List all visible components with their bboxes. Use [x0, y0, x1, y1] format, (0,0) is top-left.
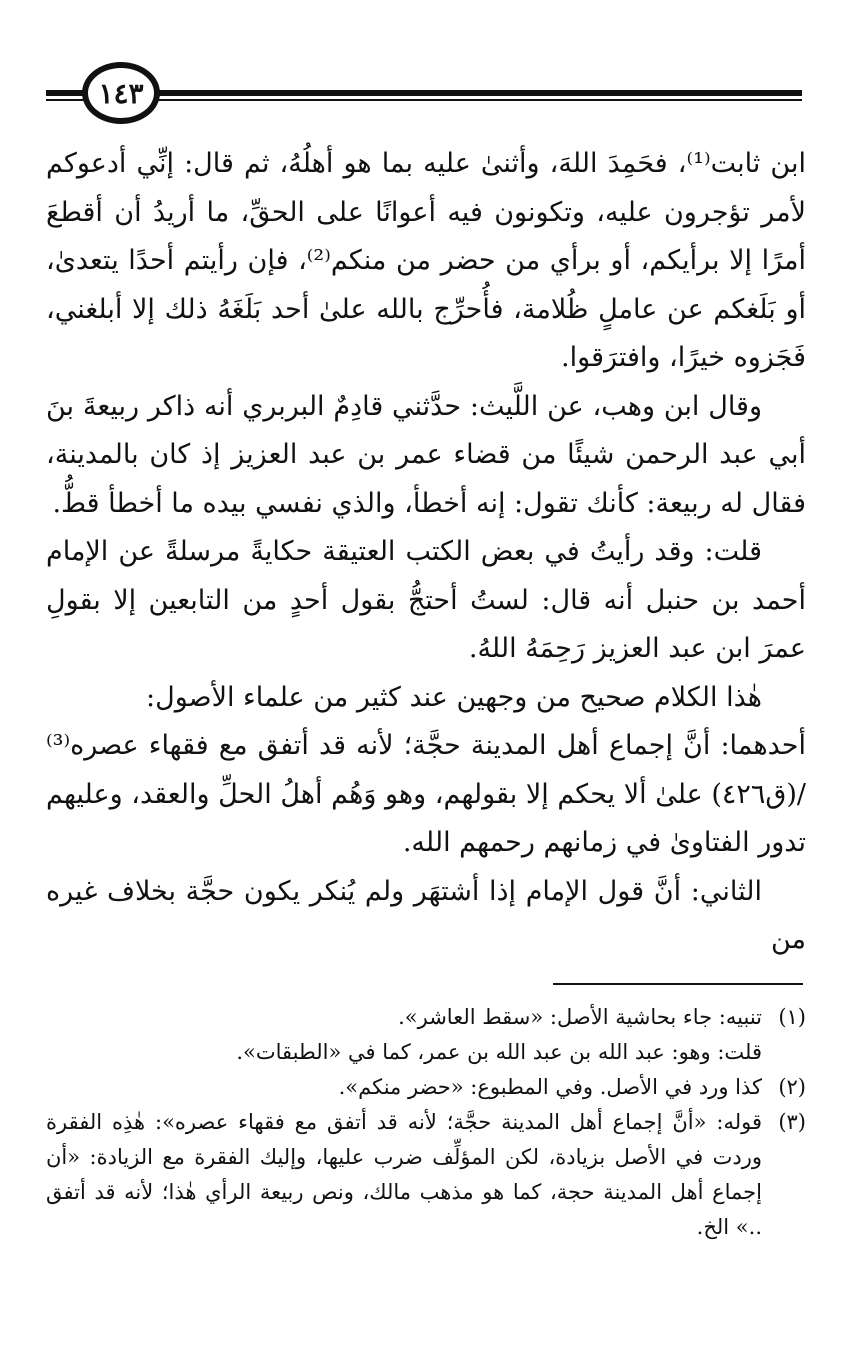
- paragraph: وقال ابن وهب، عن اللَّيث: حدَّثني قادِمٌ البربري أنه ذاكر ربيعةَ بنَ أبي عبد الرحمن شيئًا من قضاء عمر بن عبد العزيز إذ كان بالمدينة، فقال له ربيعة: كأنك تقول: إنه أخطأ، والذي نفسي بيده ما أخطأ قطُّ.: [46, 390, 806, 519]
- footnote-text: [46, 1105, 762, 1245]
- page-number: ١٤٣: [98, 76, 144, 110]
- footnote-line: كذا ورد في الأصل. وفي المطبوع: «حضر منكم».: [338, 1075, 762, 1099]
- footnote-number: (٢): [778, 1075, 806, 1099]
- footnotes: [46, 1000, 806, 1245]
- paragraph: ابن ثابت⁽¹⁾، فحَمِدَ اللهَ، وأثنىٰ عليه بما هو أهلُهُ، ثم قال: إنِّي أدعوكم لأمر تؤجرون عليه، وتكونون فيه أعوانًا على الحقِّ، ما أريدُ أن أقطعَ أمرًا إلا برأيكم، أو برأي من حضر من منكم⁽²⁾، فإن رأيتم أحدًا يتعدىٰ، أو بَلَغكم عن عاملٍ ظُلامة، فأُحرِّج بالله علىٰ أحد بَلَغَهُ ذلك إلا أبلغني، فَجَزوه خيرًا، وافترَقوا.: [46, 148, 806, 373]
- footnote-number: (١): [778, 1005, 806, 1029]
- footnote-text: [46, 1000, 762, 1070]
- footnote-line: قلت: وهو: عبد الله بن عبد الله بن عمر، كما في «الطبقات».: [236, 1040, 762, 1064]
- footnote: [46, 1105, 806, 1245]
- header-rule-thin: [46, 99, 802, 101]
- footnote: [46, 1070, 806, 1105]
- main-text: [46, 140, 806, 965]
- paragraph: أحدهما: أنَّ إجماع أهل المدينة حجَّة؛ لأنه قد أتفق مع فقهاء عصره⁽³⁾ /(ق٤٢٦) علىٰ ألا يحكم إلا بقولهم، وهو وَهُم أهلُ الحلِّ والعقد، وعليهم تدور الفتاوىٰ في زمانهم رحمهم الله.: [46, 730, 807, 858]
- page-number-badge: [82, 62, 160, 124]
- footnote-separator: [553, 983, 803, 985]
- footnote-line: تنبيه: جاء بحاشية الأصل: «سقط العاشر».: [398, 1005, 762, 1029]
- page-header: [46, 62, 802, 132]
- footnote: [46, 1000, 806, 1070]
- footnote-number: (٣): [778, 1110, 806, 1134]
- paragraph: الثاني: أنَّ قول الإمام إذا أشتهَر ولم يُنكر يكون حجَّة بخلاف غيره من: [46, 875, 806, 955]
- paragraph: هٰذا الكلام صحيح من وجهين عند كثير من علماء الأصول:: [145, 681, 762, 713]
- paragraph: قلت: وقد رأيتُ في بعض الكتب العتيقة حكايةً مرسلةً عن الإمام أحمد بن حنبل أنه قال: لستُ أحتجُّ بقول أحدٍ من التابعين إلا بقولِ عمرَ ابن عبد العزيز رَحِمَهُ اللهُ.: [46, 536, 806, 664]
- footnote-text: [46, 1070, 762, 1105]
- footnote-line: قوله: «أنَّ إجماع أهل المدينة حجَّة؛ لأنه قد أتفق مع فقهاء عصره»: هٰذِه الفقرة وردت في الأصل بزيادة، لكن المؤلِّف ضرب عليها، وإليك الفقرة مع الزيادة: «أن إجماع أهل المدينة حجة، كما هو مذهب مالك، ونص ربيعة الرأي هٰذا؛ لأنه قد أتفق ..» الخ.: [46, 1110, 762, 1239]
